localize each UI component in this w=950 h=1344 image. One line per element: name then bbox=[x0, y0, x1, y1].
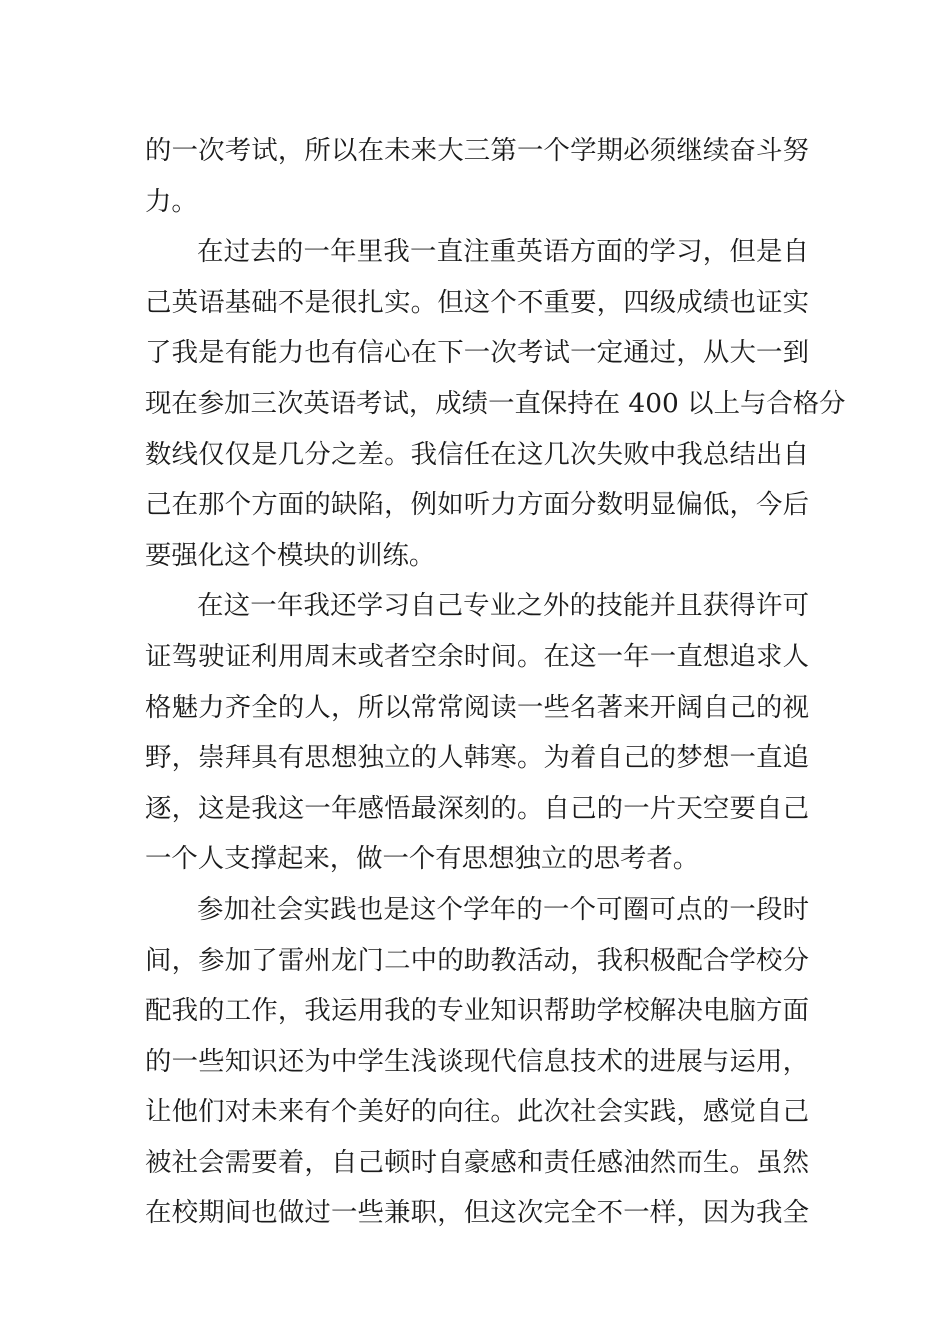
document-body-text bbox=[145, 126, 846, 1239]
text-line: 力。 bbox=[145, 185, 198, 217]
text-line: 证驾驶证利用周末或者空余时间。在这一年一直想追求人 bbox=[145, 640, 809, 672]
text-line: 被社会需要着，自己顿时自豪感和责任感油然而生。虽然 bbox=[145, 1146, 809, 1178]
text-line: 配我的工作，我运用我的专业知识帮助学校解决电脑方面 bbox=[145, 995, 809, 1027]
paragraph-first-line: 在过去的一年里我一直注重英语方面的学习，但是自 bbox=[197, 236, 809, 268]
text-line: 格魅力齐全的人，所以常常阅读一些名著来开阔自己的视 bbox=[145, 691, 809, 723]
text-line: 的一次考试，所以在未来大三第一个学期必须继续奋斗努 bbox=[145, 135, 809, 166]
text-line: 要强化这个模块的训练。 bbox=[145, 539, 436, 571]
text-line: 己在那个方面的缺陷，例如听力方面分数明显偏低，今后 bbox=[145, 489, 809, 521]
text-line: 己英语基础不是很扎实。但这个不重要，四级成绩也证实 bbox=[145, 286, 809, 318]
text-line: 间，参加了雷州龙门二中的助教活动，我积极配合学校分 bbox=[145, 944, 809, 976]
text-line: 逐，这是我这一年感悟最深刻的。自己的一片天空要自己 bbox=[145, 792, 809, 824]
paragraph-first-line: 参加社会实践也是这个学年的一个可圈可点的一段时 bbox=[197, 893, 809, 925]
text-line: 的一些知识还为中学生浅谈现代信息技术的进展与运用， bbox=[145, 1045, 809, 1077]
text-line: 现在参加三次英语考试，成绩一直保持在 400 以上与合格分 bbox=[145, 387, 846, 419]
text-line: 在校期间也做过一些兼职，但这次完全不一样，因为我全 bbox=[145, 1197, 809, 1229]
text-line: 一个人支撑起来，做一个有思想独立的思考者。 bbox=[145, 843, 700, 875]
text-line: 让他们对未来有个美好的向往。此次社会实践，感觉自己 bbox=[145, 1096, 809, 1128]
text-line: 数线仅仅是几分之差。我信任在这几次失败中我总结出自 bbox=[145, 438, 809, 470]
text-line: 了我是有能力也有信心在下一次考试一定通过，从大一到 bbox=[145, 337, 809, 369]
paragraph-first-line: 在这一年我还学习自己专业之外的技能并且获得许可 bbox=[197, 590, 809, 622]
text-line: 野，崇拜具有思想独立的人韩寒。为着自己的梦想一直追 bbox=[145, 742, 809, 774]
